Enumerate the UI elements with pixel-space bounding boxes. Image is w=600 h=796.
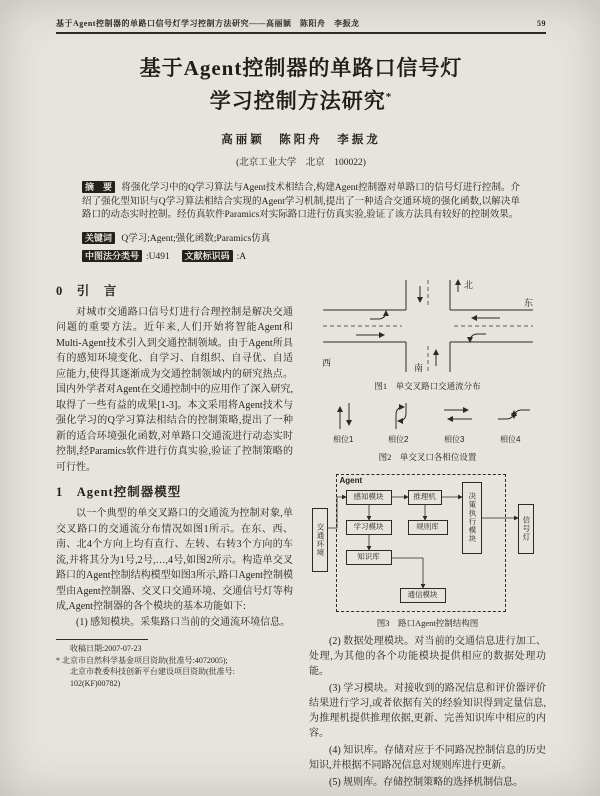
header-rule [56, 32, 546, 34]
keywords-label: 关键词 [82, 232, 115, 244]
title-line-1: 基于Agent控制器的单路口信号灯 [139, 56, 463, 80]
west-label: 西 [321, 357, 331, 368]
running-title: 基于Agent控制器的单路口信号灯学习控制方法研究——高丽颖 陈阳舟 李振龙 [56, 19, 360, 28]
doc-type-value: :A [236, 251, 247, 262]
footnote-received-date: 收稿日期:2007-07-23 [70, 644, 142, 653]
affiliation: (北京工业大学 北京 100022) [236, 158, 366, 168]
agent-structure-diagram [312, 468, 544, 616]
clc-value: :U491 [146, 251, 170, 262]
figure-1 [309, 274, 546, 392]
phase-2-label: 相位2 [387, 434, 408, 444]
authors: 高丽颖 陈阳舟 李振龙 [221, 134, 381, 146]
keywords-text: Q学习;Agent;强化函数;Paramics仿真 [121, 233, 271, 244]
title-footnote-marker: * [385, 91, 393, 103]
agent-label: Agent [339, 475, 363, 485]
section-heading-1: 1 Agent控制器模型 [56, 485, 182, 499]
phase-3-label: 相位3 [443, 434, 464, 444]
footnote-funding-line-3: 102(KF)00782) [70, 678, 121, 688]
learning-module-box: 学习模块 [346, 520, 392, 535]
intro-paragraph: 对城市交通路口信号灯进行合理控制是解决交通问题的重要方法。近年来,人们开始将智能Agent和Multi-Agent技术引入到交通控制领域。由于Agent所具有的感知环境变化、自学习、自组织、自寻优、自适应能力,使得其逐渐成为交通控制领域内的研究热点。国内外学者对Agent在交通控制中的应用作了深入研究,取得了一些有益的成果[1-3]。本文采用将Agent技术与强化学习的Q学习算法相结合的控制策略,提出了一种新的适合环境强化函数,对单路口交通流进行动态实时控制,经Paramics软件进行仿真实验,验证了控制策略的可行性。 [56, 306, 293, 473]
footnote-block [56, 639, 293, 689]
phase-4-label: 相位4 [499, 434, 520, 444]
left-column [56, 274, 293, 792]
clc-label: 中图法分类号 [82, 250, 142, 262]
figure-2 [309, 397, 546, 463]
section-heading-0: 0 引 言 [56, 283, 118, 298]
figure-3-caption: 图3 路口Agent控制结构图 [376, 617, 479, 628]
inference-engine-box: 推理机 [408, 490, 442, 505]
footnote-funding-line-2: 北京市教委科技创新平台建设项目资助(批准号: [70, 667, 235, 676]
model-paragraph: 以一个典型的单交叉路口的交通流为控制对象,单交叉路口的交通流分布情况如图1所示。在东、西、南、北4个方向上均有直行、左转、右转3个方向的车流,并将其分为1号,2号,…,4号,如图2所示。构造单交叉路口的Agent控制结构模型如图3所示,路口Agent控制模型由Agent控制器、交叉口交通环境、交通信号灯等构成,Agent控制器的各个模块的基本功能如下: [56, 508, 293, 612]
module-5-paragraph: (5) 规则库。存储控制策略的选择机制信息。 [329, 776, 524, 788]
module-2-paragraph: (2) 数据处理模块。对当前的交通信息进行加工、处理,为其他的各个功能模块提供相应的数据处理功能。 [309, 635, 546, 677]
traffic-environment-box: 交通环境 [312, 508, 328, 572]
classification-row [82, 248, 520, 262]
two-column-body [56, 274, 546, 792]
abstract-text: 将强化学习中的Q学习算法与Agent技术相结合,构建Agent控制器对单路口的信号灯进行控制。介绍了强化型知识与Q学习算法相结合实现的Agent学习机制,提出了一种适合交通环境的强化函数,以解决单路口的动态实时控制。经仿真软件Paramics对实际路口进行仿真实验,验证了该方法具有较好的控制效果。 [82, 183, 521, 220]
module-4-paragraph: (4) 知识库。存储对应于不同路况控制信息的历史知识,并根据不同路况信息对规则库进行更新。 [309, 744, 546, 771]
road-outline [323, 280, 533, 372]
page-number: 59 [537, 19, 546, 28]
north-label: 北 [463, 279, 473, 290]
footnote-funding-line-1: * 北京市自然科学基金项目资助(批准号:4072005); [56, 655, 228, 665]
communication-module-box: 通信模块 [400, 588, 446, 603]
knowledge-base-box: 知识库 [346, 550, 392, 565]
phase-arrows [340, 403, 530, 429]
east-label: 东 [523, 297, 533, 308]
intersection-diagram [318, 274, 538, 374]
abstract-block [82, 181, 520, 223]
decision-execution-box: 决策执行模块 [462, 482, 482, 554]
title-line-2: 学习控制方法研究 [209, 89, 386, 113]
keywords-row [82, 230, 520, 244]
doc-type-label: 文献标识码 [182, 250, 233, 262]
running-header [56, 18, 546, 29]
figure-3 [309, 468, 546, 629]
phase-diagram [318, 397, 538, 445]
abstract-label: 摘 要 [82, 181, 115, 193]
perception-module-box: 感知模块 [346, 490, 392, 505]
paper-title [56, 54, 546, 116]
module-1-paragraph: (1) 感知模块。采集路口当前的交通流环境信息。 [76, 616, 291, 628]
footnote-rule [56, 639, 148, 640]
right-column [309, 274, 546, 792]
module-3-paragraph: (3) 学习模块。对接收到的路况信息和评价器评价结果进行学习,或者依据有关的经验知识得到定量信息,为推理机提供推理依据,更新、完善知识库中相应的内容。 [309, 682, 546, 739]
figure-1-caption: 图1 单交叉路口交通流分布 [374, 380, 481, 391]
figure-2-caption: 图2 单交叉口各相位设置 [378, 451, 477, 462]
phase-1-label: 相位1 [332, 434, 353, 444]
signal-light-box: 信号灯 [518, 504, 534, 554]
rule-base-box: 规则库 [408, 520, 448, 535]
south-label: 南 [413, 362, 423, 373]
